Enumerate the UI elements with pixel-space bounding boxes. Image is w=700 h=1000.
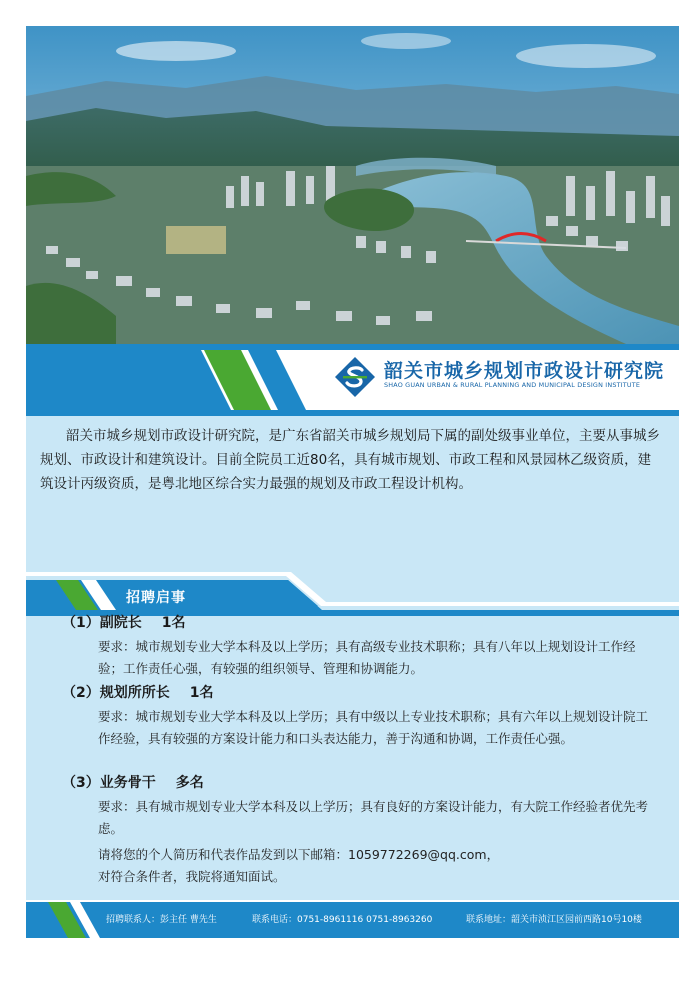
institute-name-cn: 韶关市城乡规划市政设计研究院 xyxy=(384,360,665,382)
job-requirement: 要求：城市规划专业大学本科及以上学历；具有中级以上专业技术职称；具有六年以上规划设计院工作经验，具有较强的方案设计能力和口头表达能力，善于沟通和协调，工作责任心强。 xyxy=(98,709,649,746)
job-count: 1名 xyxy=(189,685,214,701)
footer-phone-numbers: 联系电话：0751-8961116 0751-8963260 xyxy=(252,915,433,925)
poster xyxy=(26,26,679,942)
institute-logo-icon xyxy=(334,356,376,398)
job-title-text: （2）规划所所长 xyxy=(62,685,170,701)
institute-name-en: SHAO GUAN URBAN & RURAL PLANNING AND MUNICIPAL DESIGN INSTITUTE xyxy=(384,381,641,389)
job-item xyxy=(62,772,652,840)
job-count: 多名 xyxy=(175,775,204,791)
footer-contact-persons: 招聘联系人：彭主任 曹先生 xyxy=(106,915,217,925)
intro-paragraph: 韶关市城乡规划市政设计研究院，是广东省韶关市城乡规划局下属的副处级事业单位，主要从事城乡规划、市政设计和建筑设计。目前全院员工近80名，具有城市规划、市政工程和风景园林乙级资质，建筑设计丙级资质，是粤北地区综合实力最强的规划及市政工程设计机构。 xyxy=(40,428,660,492)
section-title: 招聘启事 xyxy=(126,590,186,606)
application-instructions xyxy=(98,844,658,888)
job-requirement: 要求：城市规划专业大学本科及以上学历；具有高级专业技术职称；具有八年以上规划设计工作经验；工作责任心强，有较强的组织领导、管理和协调能力。 xyxy=(98,639,636,676)
footer-address: 联系地址：韶关市浈江区园前西路10号10楼 xyxy=(466,915,642,925)
job-item xyxy=(62,682,652,750)
interview-note-line: 对符合条件者，我院将通知面试。 xyxy=(98,869,286,884)
application-email-line: 请将您的个人简历和代表作品发到以下邮箱：1059772269@qq.com， xyxy=(98,847,500,862)
job-title xyxy=(62,612,652,632)
job-title xyxy=(62,682,652,702)
job-title-text: （3）业务骨干 xyxy=(62,775,156,791)
recruitment-section-band xyxy=(26,572,679,616)
job-item xyxy=(62,612,652,680)
job-title-text: （1）副院长 xyxy=(62,615,142,631)
job-title xyxy=(62,772,652,792)
job-requirement: 要求：具有城市规划专业大学本科及以上学历；具有良好的方案设计能力，有大院工作经验者优先考虑。 xyxy=(98,799,649,836)
job-count: 1名 xyxy=(161,615,186,631)
city-aerial-photo xyxy=(26,26,679,344)
